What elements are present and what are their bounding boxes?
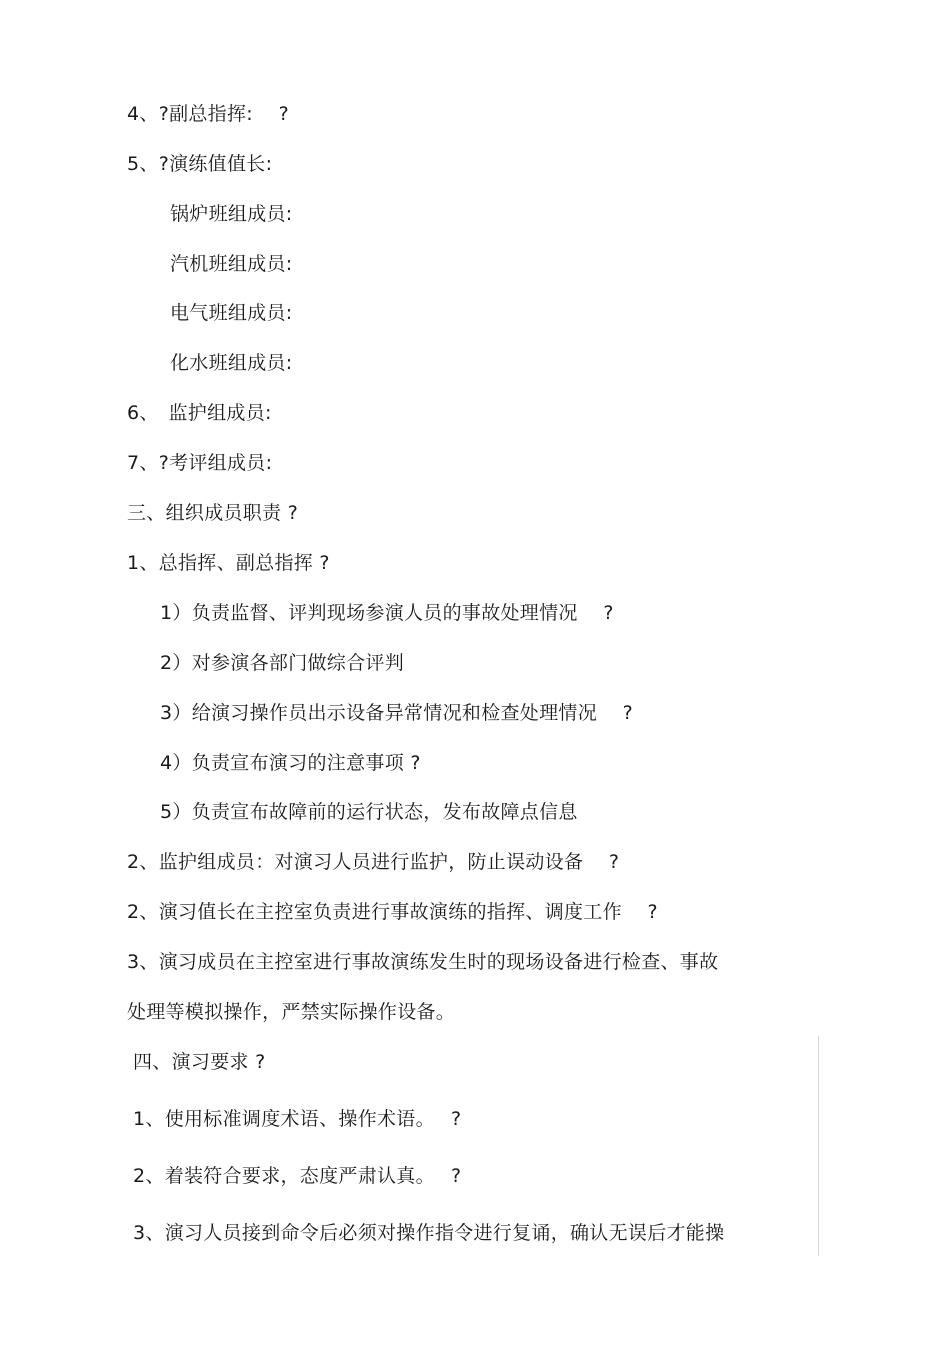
text-line: 1、使用标准调度术语、操作术语。 ? bbox=[133, 1108, 462, 1130]
text-line: 1、总指挥、副总指挥 ? bbox=[127, 552, 330, 574]
text-line: 3）给演习操作员出示设备异常情况和检查处理情况 ? bbox=[160, 702, 634, 724]
text-line: 6、 监护组成员: bbox=[127, 402, 272, 424]
text-line: 7、?考评组成员: bbox=[127, 452, 273, 474]
text-line: 处理等模拟操作，严禁实际操作设备。 bbox=[127, 1001, 456, 1023]
text-line: 3、演习成员在主控室进行事故演练发生时的现场设备进行检查、事故 bbox=[127, 951, 719, 973]
text-line: 2、着装符合要求，态度严肃认真。 ? bbox=[133, 1165, 462, 1187]
text-line: 3、演习人员接到命令后必须对操作指令进行复诵，确认无误后才能操 bbox=[133, 1222, 725, 1244]
text-line: 1）负责监督、评判现场参演人员的事故处理情况 ? bbox=[160, 602, 614, 624]
text-line: 电气班组成员: bbox=[170, 302, 293, 324]
text-line: 2、监护组成员：对演习人员进行监护，防止误动设备 ? bbox=[127, 851, 620, 873]
text-line: 锅炉班组成员: bbox=[170, 203, 293, 225]
text-line: 2、演习值长在主控室负责进行事故演练的指挥、调度工作 ? bbox=[127, 901, 658, 923]
margin-rule bbox=[818, 1036, 819, 1256]
text-line: 化水班组成员: bbox=[170, 352, 293, 374]
text-line: 2）对参演各部门做综合评判 bbox=[160, 652, 404, 674]
text-line: 5）负责宣布故障前的运行状态，发布故障点信息 bbox=[160, 801, 578, 823]
section-heading: 四、演习要求 ? bbox=[133, 1051, 266, 1073]
text-line: 4、?副总指挥: ? bbox=[127, 103, 289, 125]
section-heading: 三、组织成员职责 ? bbox=[127, 502, 299, 524]
text-line: 5、?演练值值长: bbox=[127, 153, 273, 175]
text-line: 4）负责宣布演习的注意事项 ? bbox=[160, 752, 421, 774]
text-line: 汽机班组成员: bbox=[170, 253, 293, 275]
